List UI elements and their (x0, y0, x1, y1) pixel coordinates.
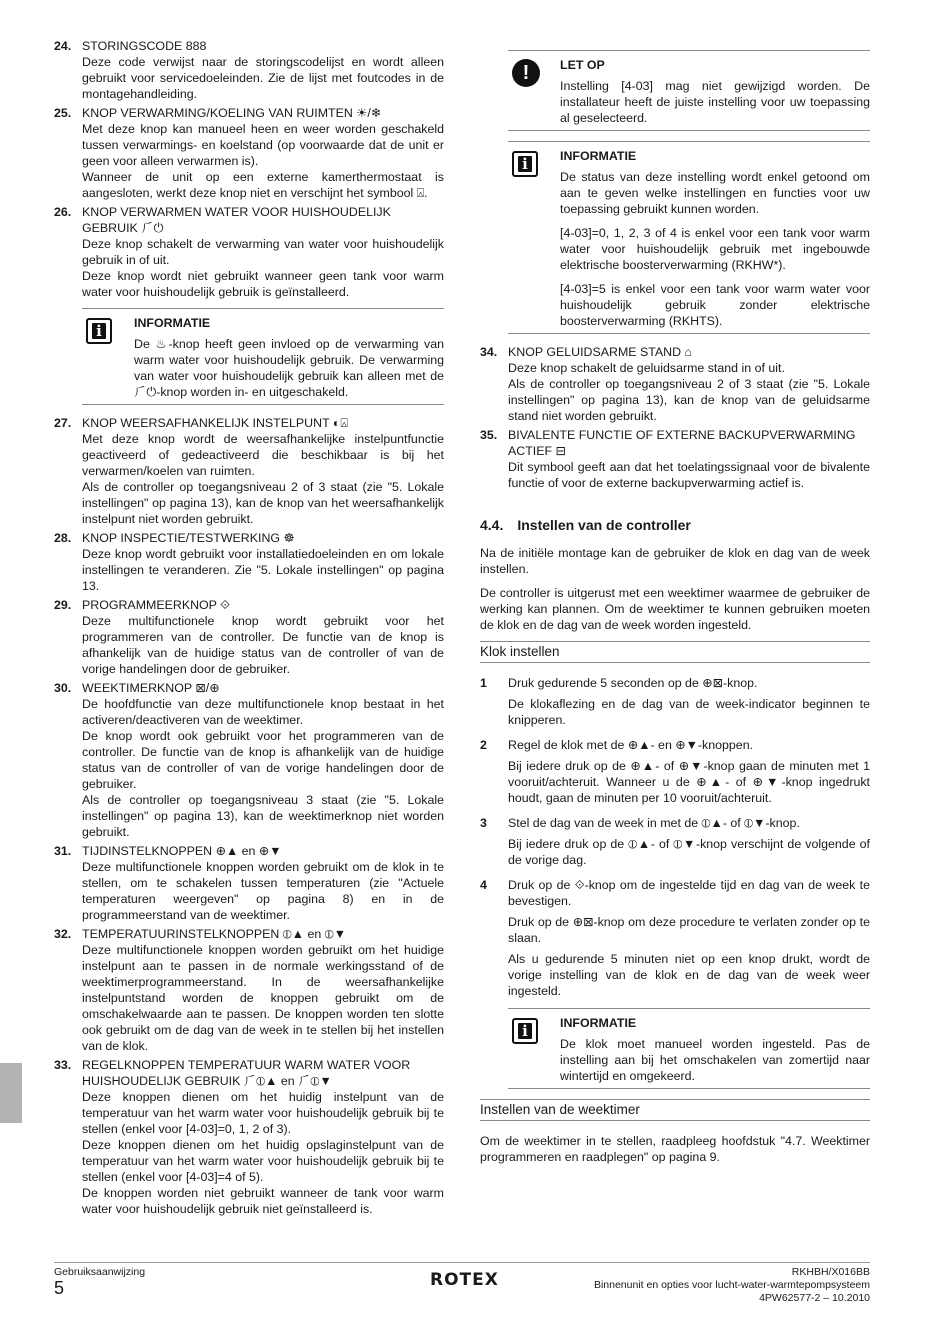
numbered-item (54, 926, 444, 1054)
info-box-text: [4-03]=5 is enkel voor een tank voor warm water voor huishoudelijk gebruik zonder elektrische boosterverwarming (RKHTS). (560, 282, 870, 328)
step-text: Regel de klok met de ⊕▲- en ⊕▼-knoppen. (508, 738, 754, 752)
warning-text: Instelling [4-03] mag niet gewijzigd worden. De installateur heeft de juiste instelling voor uw toepassing al geselecteerd. (560, 79, 870, 125)
info-box-2 (508, 141, 870, 334)
chapter-tab (0, 1063, 22, 1123)
footer-doc-code: 4PW62577-2 – 10.2010 (759, 1292, 870, 1304)
numbered-item (54, 843, 444, 923)
info-icon: i (86, 318, 112, 344)
item-text: Deze knoppen dienen om het huidig instelpunt van de temperatuur van het warm water voor huishoudelijk gebruik bij te stellen (enkel voor [4-03]=0, 1, 2 of 3). (82, 1090, 444, 1136)
numbered-item (480, 344, 870, 424)
item-text: Deze knop schakelt de geluidsarme stand in of uit. (508, 361, 785, 375)
step-text: Druk gedurende 5 seconden op de ⊕⊠-knop. (508, 676, 758, 690)
info-box-heading: INFORMATIE (560, 1016, 637, 1030)
item-text: Deze multifunctionele knoppen worden gebruikt om het huidige instelpunt aan te passen in de normale werkingsstand of de weektimerprogrammeerstand. In de weersafhankelijke instelpuntstand worden de knoppen gebruikt om de omschakelwaarde aan te passen. De knoppen worden ten slotte ook gebruikt om de dag van de week in te stellen bij het instellen van de klok. (82, 943, 444, 1053)
item-title: KNOP INSPECTIE/TESTWERKING ☸ (82, 531, 295, 545)
step-text: De klokaflezing en de dag van de week-indicator beginnen te knipperen. (508, 697, 870, 727)
item-text: Als de controller op toegangsniveau 2 of 3 staat (zie "5. Lokale instellingen" op pagina 13), kan de knop van het weersafhankelijk instelpunt niet worden gebruikt. (82, 480, 444, 526)
info-box-text: De status van deze instelling wordt enkel getoond om aan te geven welke instellingen en functies voor uw toepassing gebruikt kunnen worden. (560, 170, 870, 216)
numbered-item (54, 415, 444, 527)
item-title: WEEKTIMERKNOP ⊠/⊕ (82, 681, 220, 695)
item-text: Wanneer de unit op een externe kamerthermostaat is aangesloten, werkt deze knop niet en verschijnt het symbool ⍓. (82, 170, 444, 200)
numbered-item (54, 204, 444, 300)
numbered-item (54, 680, 444, 840)
item-number: 33. (54, 1058, 72, 1072)
item-text: Dit symbool geeft aan dat het toelatingssignaal voor de bivalente functie of voor de externe backupverwarming actief is. (508, 460, 870, 490)
item-title: KNOP VERWARMEN WATER VOOR HUISHOUDELIJK GEBRUIK ⺁⏻ (82, 205, 391, 235)
item-number: 24. (54, 39, 72, 53)
item-text: De knoppen worden niet gebruikt wanneer de tank voor warm water voor huishoudelijk gebruik niet geïnstalleerd is. (82, 1186, 444, 1216)
item-number: 32. (54, 927, 72, 941)
item-title: KNOP VERWARMING/KOELING VAN RUIMTEN ☀/❄ (82, 106, 382, 120)
step-item (480, 877, 870, 999)
info-box-1 (82, 308, 444, 405)
step-item (480, 815, 870, 868)
item-number: 31. (54, 844, 72, 858)
paragraph: Om de weektimer in te stellen, raadpleeg hoofdstuk "4.7. Weektimer programmeren en raadplegen" op pagina 9. (480, 1134, 870, 1164)
info-box-text: De ♨-knop heeft geen invloed op de verwarming van warm water voor huishoudelijk gebruik. De verwarming van water voor huishoudelijk gebruik kan alleen met de ⺁⏻-knop worden in- en uitgeschakeld. (134, 337, 444, 399)
left-column (54, 38, 444, 1220)
section-title: Instellen van de controller (517, 517, 691, 533)
item-title: BIVALENTE FUNCTIE OF EXTERNE BACKUPVERWARMING ACTIEF ⊟ (508, 428, 856, 458)
page-number: 5 (54, 1278, 65, 1298)
item-number: 30. (54, 681, 72, 695)
item-number: 35. (480, 428, 498, 442)
footer-doc-type: Gebruiksaanwijzing (54, 1266, 146, 1278)
info-box-text: [4-03]=0, 1, 2, 3 of 4 is enkel voor een tank voor warm water voor huishoudelijk gebruik met ingebouwde elektrische boosterverwarming (RKHW*). (560, 226, 870, 272)
item-number: 34. (480, 345, 498, 359)
section-heading (480, 517, 870, 533)
subheading-weektimer: Instellen van de weektimer (480, 1099, 870, 1121)
numbered-item (54, 530, 444, 594)
item-title: PROGRAMMEERKNOP ⟐ (82, 598, 230, 612)
warning-icon: ! (512, 59, 540, 87)
item-title: TIJDINSTELKNOPPEN ⊕▲ en ⊕▼ (82, 844, 282, 858)
item-text: Deze knop wordt gebruikt voor installatiedoeleinden en om lokale instellingen te veranderen. Zie "5. Lokale instellingen" op pagina 13. (82, 547, 444, 593)
paragraph: Na de initiële montage kan de gebruiker de klok en dag van de week instellen. (480, 546, 870, 576)
warning-box (508, 50, 870, 131)
step-number: 2 (480, 738, 487, 752)
info-icon: i (512, 1018, 538, 1044)
item-title: KNOP WEERSAFHANKELIJK INSTELPUNT ◐⍓ (82, 416, 348, 430)
numbered-item (54, 597, 444, 677)
item-number: 28. (54, 531, 72, 545)
item-number: 25. (54, 106, 72, 120)
step-text: Bij iedere druk op de ⊕▲- of ⊕▼-knop gaan de minuten met 1 vooruit/achteruit. Wanneer u de ⊕▲- of ⊕▼-knop ingedrukt houdt, gaan de minuten per 10 vooruit/achteruit. (508, 759, 870, 805)
item-text: Deze knop schakelt de verwarming van water voor huishoudelijk gebruik in of uit. (82, 237, 444, 267)
right-column (480, 38, 870, 1173)
step-text: Als u gedurende 5 minuten niet op een knop drukt, wordt de vorige instelling van de klok en de dag van de week weer ingesteld. (508, 952, 870, 998)
warning-heading: LET OP (560, 58, 605, 72)
item-text: De knop wordt ook gebruikt voor het programmeren van de controller. De functie van de knop is afhankelijk van de huidige status van de controller of van de vorige handelingen door de gebruiker. (82, 729, 444, 791)
item-title: TEMPERATUURINSTELKNOPPEN ⦶▲ en ⦶▼ (82, 927, 346, 941)
footer-rule (54, 1262, 870, 1263)
item-text: Deze multifunctionele knop wordt gebruikt voor het programmeren van de controller. De functie van de knop is afhankelijk van de huidige status van de controller of van de vorige handelingen door de gebruiker. (82, 614, 444, 676)
item-text: Deze knop wordt niet gebruikt wanneer geen tank voor warm water voor huishoudelijk gebruik is geïnstalleerd. (82, 269, 444, 299)
step-number: 4 (480, 878, 487, 892)
item-title: KNOP GELUIDSARME STAND ⌂ (508, 345, 692, 359)
footer-product: Binnenunit en opties voor lucht-water-warmtepompsysteem (593, 1279, 870, 1291)
info-box-text: De klok moet manueel worden ingesteld. Pas de instelling aan bij het omschakelen van zomertijd naar wintertijd en omgekeerd. (560, 1037, 870, 1083)
step-number: 1 (480, 676, 487, 690)
step-number: 3 (480, 816, 487, 830)
subheading-klok: Klok instellen (480, 641, 870, 663)
paragraph: De controller is uitgerust met een weektimer waarmee de gebruiker de werking kan plannen. Om de weektimer te kunnen gebruiken moeten de klok en de dag van de week worden ingesteld. (480, 586, 870, 632)
step-text: Stel de dag van de week in met de ⦶▲- of ⦶▼-knop. (508, 816, 800, 830)
item-title: REGELKNOPPEN TEMPERATUUR WARM WATER VOOR HUISHOUDELIJK GEBRUIK ⺁⦶▲ en ⺁⦶▼ (82, 1058, 411, 1088)
item-text: Deze multifunctionele knoppen worden gebruikt om de klok in te stellen, om te schakelen tussen temperaturen (zie "Actuele temperaturen weergeven" op pagina 8) en in de programmeerstand van de weektimer. (82, 860, 444, 922)
item-number: 27. (54, 416, 72, 430)
step-item (480, 737, 870, 806)
item-text: Als de controller op toegangsniveau 3 staat (zie "5. Lokale instellingen" op pagina 13), kan de weektimerknop niet worden gebruikt. (82, 793, 444, 839)
step-text: Druk op de ⊕⊠-knop om deze procedure te verlaten zonder op te slaan. (508, 915, 870, 945)
item-title: STORINGSCODE 888 (82, 39, 207, 53)
item-text: Als de controller op toegangsniveau 2 of 3 staat (zie "5. Lokale instellingen" op pagina 13), kan de knop van de geluidsarme stand niet worden gebruikt. (508, 377, 870, 423)
info-box-3 (508, 1008, 870, 1089)
numbered-item (54, 105, 444, 201)
footer-doc-info (594, 1266, 870, 1305)
item-text: Met deze knop wordt de weersafhankelijke instelpuntfunctie geactiveerd of gedeactiveerd die beschikbaar is bij het verwarmen/koelen van ruimten. (82, 432, 444, 478)
step-text: Bij iedere druk op de ⦶▲- of ⦶▼-knop verschijnt de volgende of de vorige dag. (508, 837, 870, 867)
item-number: 26. (54, 205, 72, 219)
info-box-heading: INFORMATIE (134, 316, 211, 330)
section-number: 4.4. (480, 517, 504, 533)
item-text: Met deze knop kan manueel heen en weer worden geschakeld tussen verwarmings- en koelstand (op voorwaarde dat de unit er geen voor alleen verwarmen is). (82, 122, 444, 168)
item-number: 29. (54, 598, 72, 612)
numbered-item (480, 427, 870, 491)
footer-model: RKHBH/X016BB (791, 1266, 870, 1278)
info-icon: i (512, 151, 538, 177)
step-item (480, 675, 870, 728)
numbered-item (54, 1057, 444, 1217)
info-box-heading: INFORMATIE (560, 149, 637, 163)
item-text: De hoofdfunctie van deze multifunctionele knop bestaat in het activeren/deactiveren van de weektimer. (82, 697, 444, 727)
step-text: Druk op de ⟐-knop om de ingestelde tijd en dag van de week te bevestigen. (508, 878, 870, 908)
numbered-item (54, 38, 444, 102)
item-text: Deze knoppen dienen om het huidig opslaginstelpunt van de temperatuur van het warm water voor huishoudelijk gebruik bij te stellen (enkel voor [4-03]=4 of 5). (82, 1138, 444, 1184)
rotex-logo: ROTEX (430, 1270, 499, 1290)
item-text: Deze code verwijst naar de storingscodelijst en wordt alleen gebruikt voor servicedoeleinden. Zie de lijst met foutcodes in de montagehandleiding. (82, 55, 444, 101)
